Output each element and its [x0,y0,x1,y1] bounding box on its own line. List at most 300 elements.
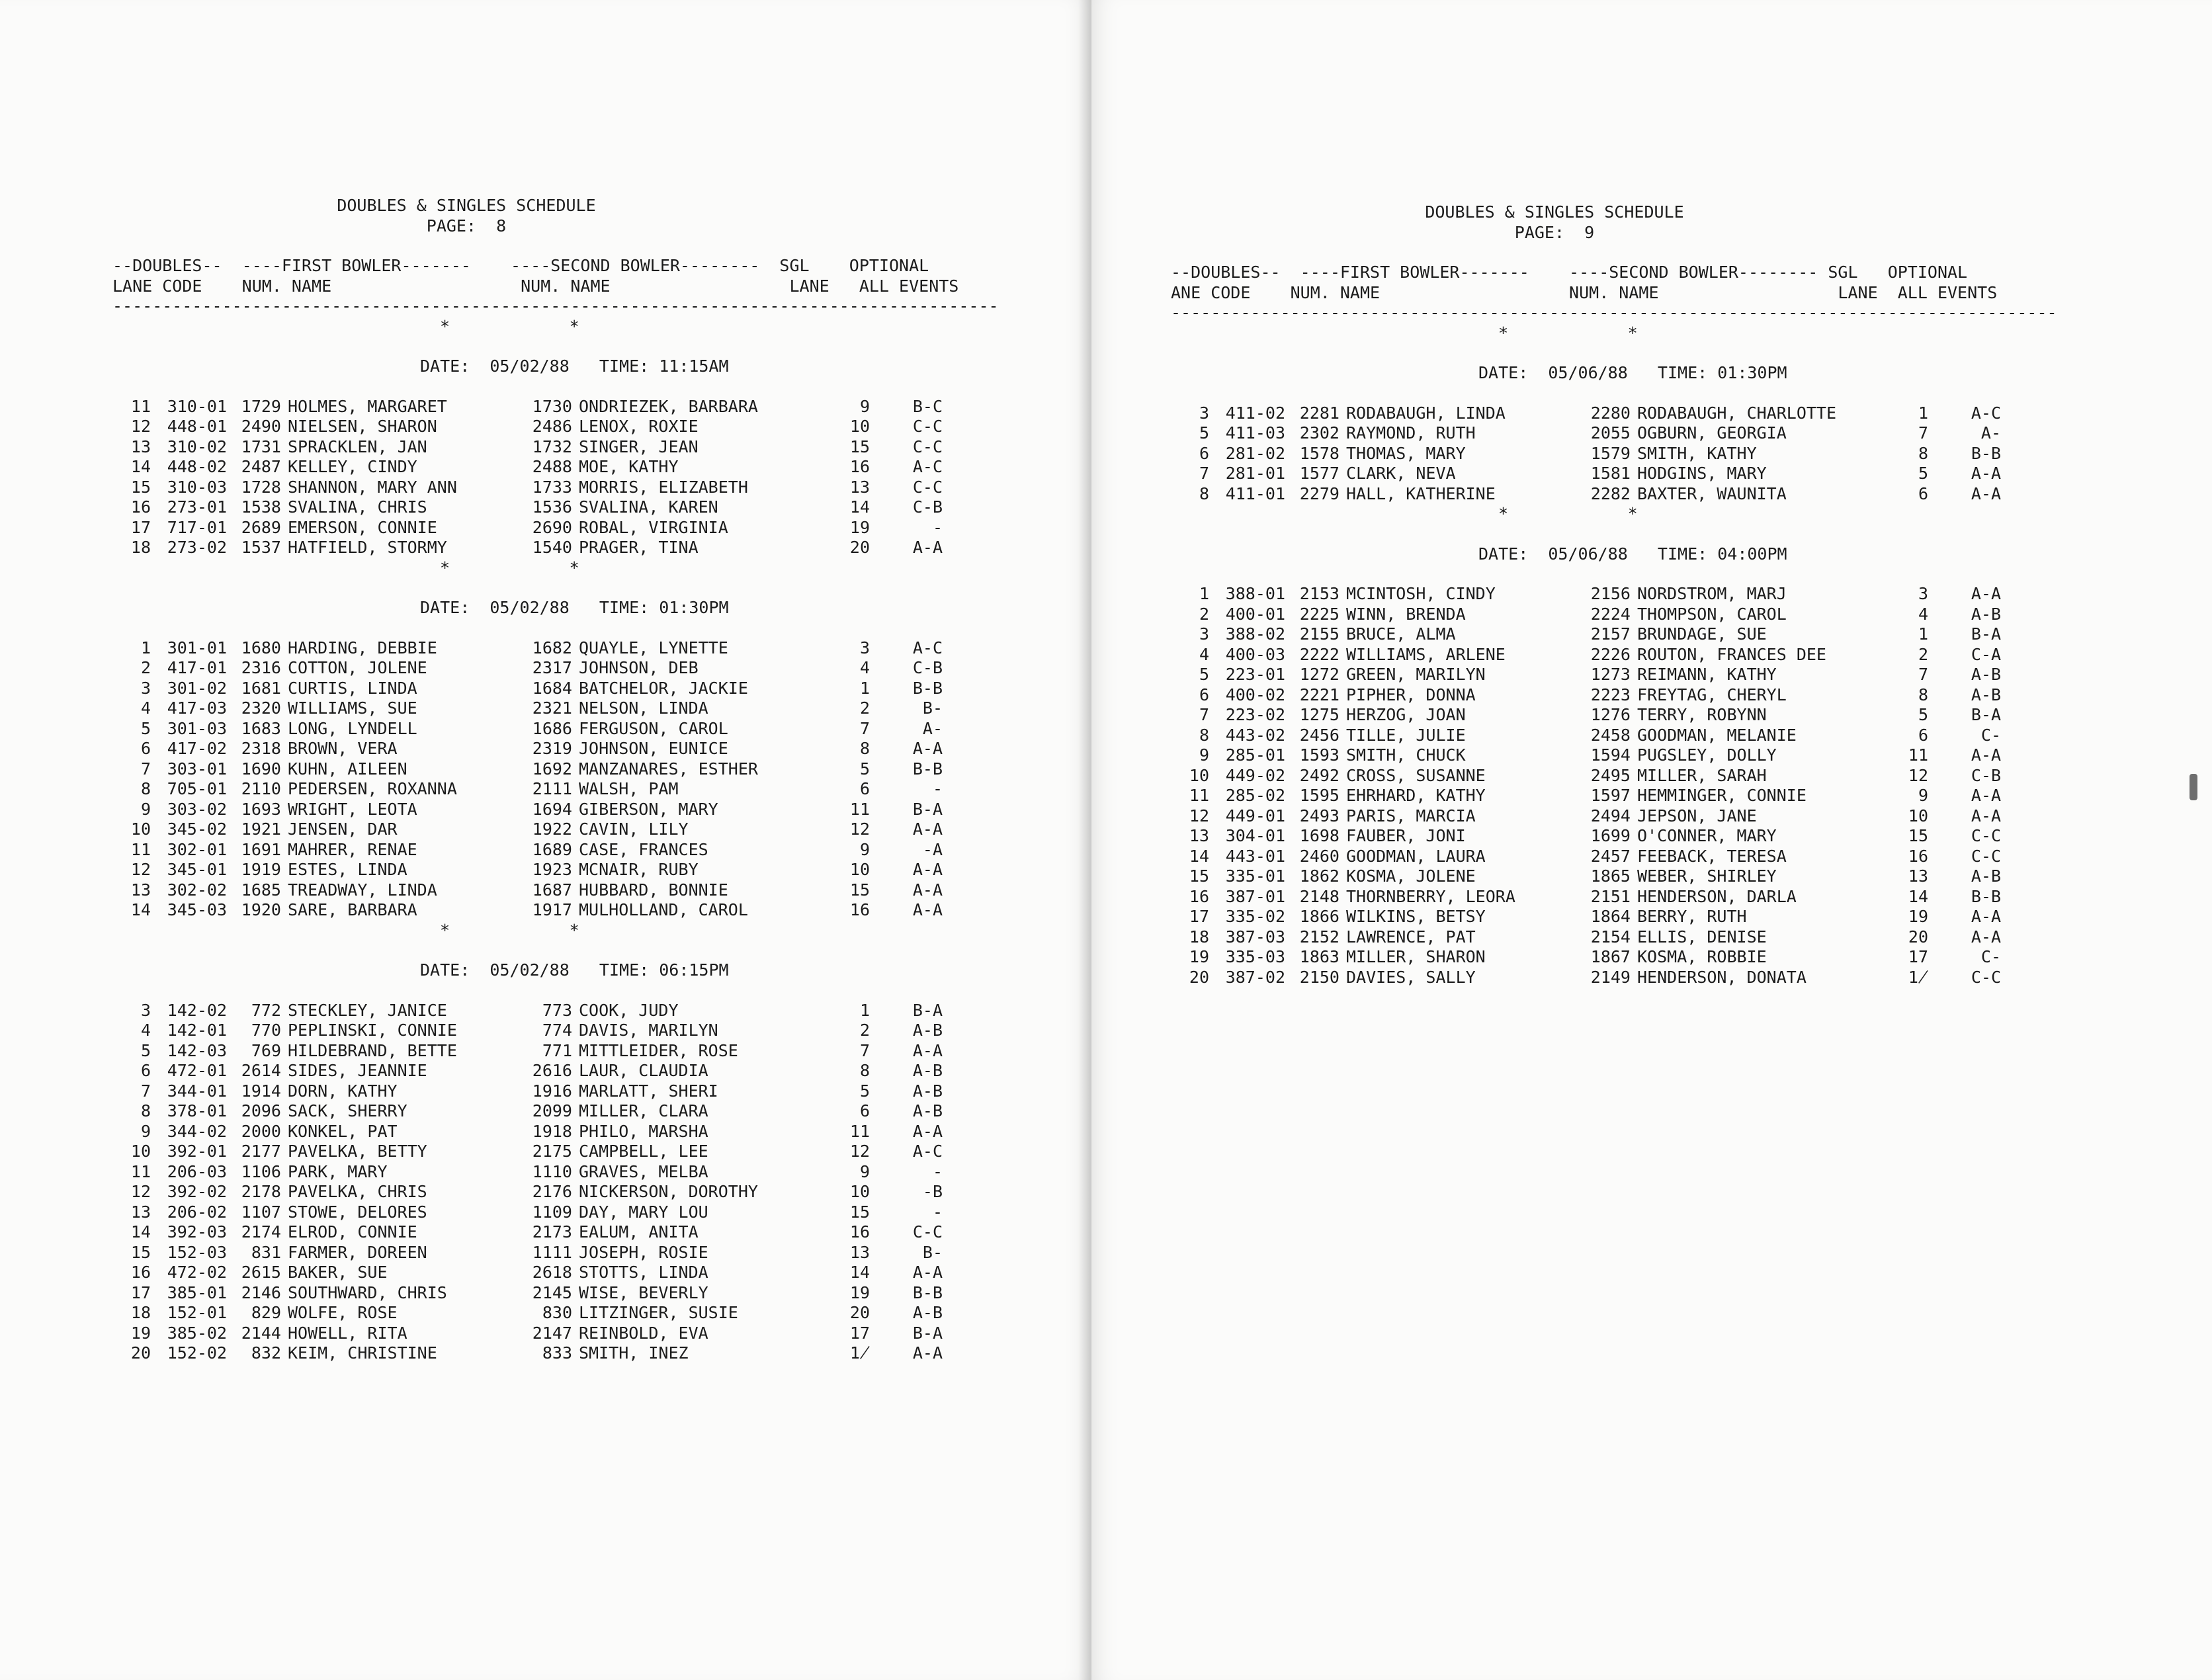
page-right [1091,0,2212,1680]
column-header-line-2: LANE CODE NUM. NAME NUM. NAME LANE ALL EVENTS [112,276,959,296]
cell-second-bowler-num: 2145 [532,1282,572,1302]
cell-team-code: 385-01 [167,1282,227,1302]
cell-all-events: A-A [912,739,943,758]
cell-second-bowler-num: 1867 [1590,947,1631,966]
cell-first-bowler-num: 1578 [1299,443,1340,463]
cell-singles-lane: 2 [1918,644,1928,664]
cell-second-bowler-name: BAXTER, WAUNITA [1637,483,1787,503]
cell-all-events: A-B [912,1081,943,1101]
cell-singles-lane: 19 [849,517,870,537]
cell-lane: 7 [1199,705,1209,724]
cell-lane: 12 [130,1182,151,1201]
cell-all-events: A-C [912,638,943,657]
cell-lane: 19 [130,1323,151,1343]
cell-singles-lane: 19 [849,1282,870,1302]
cell-first-bowler-num: 1538 [241,497,281,517]
cell-first-bowler-num: 2178 [241,1182,281,1201]
cell-first-bowler-name: BRUCE, ALMA [1346,624,1456,644]
cell-all-events: C-A [1971,644,2001,664]
cell-first-bowler-num: 1681 [241,678,281,698]
cell-first-bowler-name: SMITH, CHUCK [1346,745,1466,765]
cell-first-bowler-num: 2146 [241,1282,281,1302]
cell-team-code: 388-02 [1225,624,1285,644]
cell-lane: 11 [130,1161,151,1181]
cell-all-events: A-A [1971,464,2001,483]
cell-all-events: B-B [1971,886,2001,906]
spacer [112,618,1085,638]
cell-second-bowler-num: 2618 [532,1263,572,1282]
cell-all-events: B- [922,1242,943,1262]
cell-singles-lane: 5 [1918,705,1928,724]
cell-first-bowler-name: CURTIS, LINDA [288,678,417,698]
cell-second-bowler-num: 2495 [1590,765,1631,785]
page-title: DOUBLES & SINGLES SCHEDULE [1425,202,1684,222]
cell-second-bowler-num: 830 [542,1303,572,1322]
cell-all-events: C-B [912,497,943,517]
cell-first-bowler-num: 2174 [241,1222,281,1241]
table-row [1171,726,2176,746]
cell-first-bowler-name: SVALINA, CHRIS [288,497,427,517]
cell-first-bowler-name: PAVELKA, BETTY [288,1142,427,1161]
table-row [112,457,1085,478]
cell-all-events: B-C [912,396,943,416]
cell-second-bowler-name: MULHOLLAND, CAROL [579,900,748,919]
cell-singles-lane: 16 [849,900,870,919]
cell-team-code: 472-01 [167,1061,227,1080]
cell-first-bowler-num: 1593 [1299,745,1340,765]
cell-lane: 9 [140,799,151,819]
cell-lane: 18 [1189,927,1209,946]
cell-second-bowler-name: MARLATT, SHERI [579,1081,718,1101]
cell-all-events: B-B [912,759,943,778]
page-number: PAGE: 9 [1514,222,1595,242]
cell-singles-lane: 3 [1918,584,1928,603]
cell-singles-lane: 12 [1908,765,1928,785]
cell-second-bowler-num: 2151 [1590,886,1631,906]
cell-second-bowler-name: MILLER, CLARA [579,1101,708,1120]
cell-team-code: 335-03 [1225,947,1285,966]
cell-second-bowler-num: 2282 [1590,483,1631,503]
cell-singles-lane: 9 [859,839,870,859]
cell-second-bowler-name: FEEBACK, TERESA [1637,846,1787,866]
cell-lane: 16 [130,1263,151,1282]
table-row [1171,484,2176,505]
cell-first-bowler-name: GREEN, MARILYN [1346,665,1486,684]
table-row [112,1101,1085,1122]
cell-second-bowler-name: STOTTS, LINDA [579,1263,708,1282]
cell-first-bowler-name: HILDEBRAND, BETTE [288,1040,457,1060]
cell-second-bowler-num: 2488 [532,457,572,476]
cell-first-bowler-num: 2456 [1299,725,1340,745]
table-row [112,1162,1085,1183]
cell-first-bowler-name: CLARK, NEVA [1346,464,1456,483]
cell-first-bowler-name: HOLMES, MARGARET [288,396,447,416]
table-row [1171,847,2176,867]
cell-team-code: 304-01 [1225,826,1285,845]
cell-singles-lane: 8 [1918,685,1928,704]
cell-second-bowler-name: CAMPBELL, LEE [579,1142,708,1161]
cell-team-code: 285-01 [1225,745,1285,765]
cell-second-bowler-name: DAVIS, MARILYN [579,1021,718,1040]
cell-first-bowler-num: 1691 [241,839,281,859]
cell-first-bowler-name: SPRACKLEN, JAN [288,437,427,456]
cell-team-code: 303-02 [167,799,227,819]
cell-second-bowler-num: 2157 [1590,624,1631,644]
session-date-time: DATE: 05/02/88 TIME: 01:30PM [420,598,729,617]
cell-second-bowler-num: 2616 [532,1061,572,1080]
spacer [1171,384,2176,403]
cell-first-bowler-num: 2281 [1299,403,1340,423]
cell-singles-lane: 13 [849,477,870,497]
cell-second-bowler-num: 2099 [532,1101,572,1120]
cell-all-events: A- [1980,423,2001,442]
table-row [1171,907,2176,927]
cell-lane: 6 [1199,443,1209,463]
cell-first-bowler-name: HATFIELD, STORMY [288,538,447,557]
cell-singles-lane: 8 [859,1061,870,1080]
cell-team-code: 310-02 [167,437,227,456]
cell-singles-lane: 11 [1908,745,1928,765]
cell-lane: 4 [1199,644,1209,664]
cell-second-bowler-name: PHILO, MARSHA [579,1121,708,1141]
cell-second-bowler-num: 1699 [1590,826,1631,845]
table-row [112,1303,1085,1323]
cell-first-bowler-name: HERZOG, JOAN [1346,705,1466,724]
table-row [112,698,1085,719]
cell-team-code: 411-01 [1225,483,1285,503]
page-number: PAGE: 8 [426,216,507,235]
cell-team-code: 705-01 [167,779,227,798]
table-row [112,1001,1085,1021]
cell-first-bowler-num: 770 [251,1021,281,1040]
cell-second-bowler-name: FERGUSON, CAROL [579,718,728,738]
cell-all-events: B-A [1971,624,2001,644]
cell-first-bowler-name: PARIS, MARCIA [1346,806,1476,825]
cell-lane: 14 [130,1222,151,1241]
cell-second-bowler-name: GRAVES, MELBA [579,1161,708,1181]
cell-singles-lane: 8 [859,739,870,758]
cell-second-bowler-num: 2494 [1590,806,1631,825]
cell-first-bowler-num: 1862 [1299,866,1340,886]
cell-lane: 6 [140,1061,151,1080]
cell-first-bowler-num: 1685 [241,880,281,900]
cell-second-bowler-name: SMITH, INEZ [579,1343,689,1363]
cell-second-bowler-name: JOHNSON, EUNICE [579,739,728,758]
cell-second-bowler-num: 1109 [532,1202,572,1222]
cell-all-events: A-A [1971,483,2001,503]
cell-first-bowler-name: SARE, BARBARA [288,900,417,919]
cell-second-bowler-name: WEBER, SHIRLEY [1637,866,1777,886]
cell-singles-lane: 1̸ [1908,967,1928,987]
cell-first-bowler-name: PARK, MARY [288,1161,388,1181]
table-row [1171,685,2176,706]
cell-second-bowler-name: JEPSON, JANE [1637,806,1757,825]
cell-second-bowler-num: 2224 [1590,604,1631,624]
cell-first-bowler-num: 2000 [241,1121,281,1141]
cell-singles-lane: 17 [1908,947,1928,966]
cell-first-bowler-num: 2320 [241,698,281,718]
cell-first-bowler-num: 1107 [241,1202,281,1222]
cell-team-code: 400-02 [1225,685,1285,704]
table-row [112,518,1085,538]
cell-lane: 10 [130,1142,151,1161]
cell-first-bowler-name: MAHRER, RENAE [288,839,417,859]
cell-singles-lane: 14 [849,1263,870,1282]
cell-first-bowler-num: 2615 [241,1263,281,1282]
table-row [112,397,1085,417]
table-row [112,719,1085,739]
cell-singles-lane: 6 [859,779,870,798]
cell-singles-lane: 7 [1918,665,1928,684]
cell-singles-lane: 1 [859,1000,870,1020]
cell-singles-lane: 9 [859,396,870,416]
cell-singles-lane: 12 [849,1142,870,1161]
cell-second-bowler-name: ONDRIEZEK, BARBARA [579,396,758,416]
separator-stars: * * [1498,504,1638,523]
cell-team-code: 142-03 [167,1040,227,1060]
session-date-time: DATE: 05/06/88 TIME: 04:00PM [1478,544,1787,564]
cell-all-events: A-A [1971,907,2001,926]
cell-all-events: - [932,517,943,537]
cell-singles-lane: 1 [859,678,870,698]
cell-first-bowler-num: 1537 [241,538,281,557]
cell-lane: 14 [130,457,151,476]
cell-singles-lane: 13 [849,1242,870,1262]
cell-all-events: A-A [912,1040,943,1060]
cell-team-code: 449-01 [1225,806,1285,825]
cell-all-events: A-A [912,1343,943,1363]
cell-singles-lane: 2 [859,1021,870,1040]
cell-second-bowler-num: 773 [542,1000,572,1020]
cell-first-bowler-num: 2493 [1299,806,1340,825]
cell-team-code: 448-02 [167,457,227,476]
cell-first-bowler-name: PEDERSEN, ROXANNA [288,779,457,798]
cell-second-bowler-name: JOSEPH, ROSIE [579,1242,708,1262]
cell-second-bowler-name: HODGINS, MARY [1637,464,1767,483]
cell-singles-lane: 9 [1918,786,1928,805]
cell-first-bowler-name: SHANNON, MARY ANN [288,477,457,497]
table-row [1171,584,2176,605]
table-row [1171,866,2176,887]
table-row [1171,947,2176,968]
table-row [1171,605,2176,625]
table-row [112,1021,1085,1041]
table-row [1171,786,2176,806]
cell-first-bowler-name: KONKEL, PAT [288,1121,398,1141]
cell-second-bowler-num: 1684 [532,678,572,698]
cell-first-bowler-num: 1731 [241,437,281,456]
cell-first-bowler-name: EMERSON, CONNIE [288,517,437,537]
cell-all-events: - [932,1202,943,1222]
cell-first-bowler-num: 1920 [241,900,281,919]
spacer [112,377,1085,397]
cell-first-bowler-num: 2153 [1299,584,1340,603]
cell-all-events: A-B [912,1101,943,1120]
separator-stars: * * [440,920,579,940]
cell-all-events: A-B [912,1021,943,1040]
cell-lane: 5 [1199,665,1209,684]
table-row [1171,745,2176,766]
cell-first-bowler-num: 2150 [1299,967,1340,987]
cell-second-bowler-num: 2147 [532,1323,572,1343]
cell-singles-lane: 10 [849,417,870,436]
cell-second-bowler-num: 1864 [1590,907,1631,926]
cell-first-bowler-num: 1921 [241,819,281,839]
cell-singles-lane: 1 [1918,624,1928,644]
cell-lane: 5 [140,718,151,738]
cell-all-events: A-B [1971,604,2001,624]
table-row [112,1081,1085,1102]
cell-lane: 17 [130,1282,151,1302]
cell-first-bowler-name: KUHN, AILEEN [288,759,407,778]
cell-first-bowler-name: ELROD, CONNIE [288,1222,417,1241]
cell-first-bowler-num: 2096 [241,1101,281,1120]
page-edge-mark [2190,774,2197,800]
cell-first-bowler-name: THORNBERRY, LEORA [1346,886,1515,906]
table-row [112,880,1085,901]
cell-all-events: C-C [1971,826,2001,845]
cell-first-bowler-num: 2487 [241,457,281,476]
cell-team-code: 152-02 [167,1343,227,1363]
table-row [1171,665,2176,685]
table-row [112,900,1085,921]
cell-all-events: C-B [912,658,943,677]
cell-second-bowler-num: 2154 [1590,927,1631,946]
cell-lane: 16 [130,497,151,517]
cell-second-bowler-name: QUAYLE, LYNETTE [579,638,728,657]
cell-lane: 17 [1189,907,1209,926]
cell-lane: 3 [140,1000,151,1020]
cell-lane: 13 [130,1202,151,1222]
cell-first-bowler-name: EHRHARD, KATHY [1346,786,1486,805]
cell-lane: 5 [140,1040,151,1060]
cell-second-bowler-name: TERRY, ROBYNN [1637,705,1767,724]
column-header-line-1: --DOUBLES-- ----FIRST BOWLER------- ----SECOND BOWLER-------- SGL OPTIONAL [112,256,929,275]
cell-team-code: 281-02 [1225,443,1285,463]
cell-second-bowler-name: PRAGER, TINA [579,538,699,557]
table-row [1171,826,2176,847]
cell-singles-lane: 7 [1918,423,1928,442]
cell-singles-lane: 19 [1908,907,1928,926]
cell-singles-lane: 6 [1918,483,1928,503]
cell-team-code: 400-03 [1225,644,1285,664]
cell-singles-lane: 16 [849,1222,870,1241]
cell-all-events: A-B [1971,866,2001,886]
cell-second-bowler-name: SVALINA, KAREN [579,497,718,517]
table-row [112,860,1085,880]
cell-first-bowler-name: KEIM, CHRISTINE [288,1343,437,1363]
cell-singles-lane: 13 [1908,866,1928,886]
cell-first-bowler-name: SACK, SHERRY [288,1101,407,1120]
cell-first-bowler-num: 2689 [241,517,281,537]
cell-first-bowler-name: CROSS, SUSANNE [1346,765,1486,785]
separator-stars: * * [440,558,579,577]
cell-singles-lane: 10 [1908,806,1928,825]
cell-all-events: C-C [912,477,943,497]
cell-second-bowler-name: CASE, FRANCES [579,839,708,859]
cell-all-events: A-B [1971,685,2001,704]
cell-second-bowler-name: HUBBARD, BONNIE [579,880,728,900]
cell-all-events: A-A [1971,584,2001,603]
table-row [1171,403,2176,424]
table-row [112,478,1085,498]
cell-first-bowler-num: 2144 [241,1323,281,1343]
cell-singles-lane: 7 [859,1040,870,1060]
cell-team-code: 472-02 [167,1263,227,1282]
cell-second-bowler-num: 2223 [1590,685,1631,704]
session-date-time: DATE: 05/06/88 TIME: 01:30PM [1478,363,1787,382]
cell-second-bowler-num: 2690 [532,517,572,537]
cell-second-bowler-name: KOSMA, ROBBIE [1637,947,1767,966]
cell-singles-lane: 14 [1908,886,1928,906]
cell-all-events: A-A [912,1121,943,1141]
cell-singles-lane: 17 [849,1323,870,1343]
cell-all-events: A-A [1971,786,2001,805]
cell-second-bowler-name: SINGER, JEAN [579,437,699,456]
table-row [112,1323,1085,1344]
cell-second-bowler-num: 774 [542,1021,572,1040]
cell-all-events: A-A [912,1263,943,1282]
cell-team-code: 152-03 [167,1242,227,1262]
cell-singles-lane: 3 [859,638,870,657]
cell-all-events: C-C [912,1222,943,1241]
cell-first-bowler-num: 1863 [1299,947,1340,966]
cell-second-bowler-name: MCNAIR, RUBY [579,860,699,879]
cell-singles-lane: 6 [859,1101,870,1120]
cell-all-events: B-A [1971,705,2001,724]
cell-first-bowler-name: PAVELKA, CHRIS [288,1182,427,1201]
cell-second-bowler-num: 1730 [532,396,572,416]
cell-team-code: 411-03 [1225,423,1285,442]
cell-lane: 6 [140,739,151,758]
cell-team-code: 392-02 [167,1182,227,1201]
cell-second-bowler-num: 1689 [532,839,572,859]
cell-second-bowler-name: COOK, JUDY [579,1000,679,1020]
table-row [112,1343,1085,1364]
cell-team-code: 152-01 [167,1303,227,1322]
cell-second-bowler-num: 1918 [532,1121,572,1141]
table-row [112,638,1085,659]
cell-first-bowler-name: RODABAUGH, LINDA [1346,403,1506,423]
table-row [112,1061,1085,1081]
cell-team-code: 387-02 [1225,967,1285,987]
cell-second-bowler-name: BATCHELOR, JACKIE [579,678,748,698]
cell-all-events: - [932,779,943,798]
cell-second-bowler-name: HENDERSON, DONATA [1637,967,1807,987]
cell-all-events: A-C [912,457,943,476]
cell-all-events: A-A [912,860,943,879]
cell-team-code: 303-01 [167,759,227,778]
table-row [112,819,1085,840]
cell-first-bowler-num: 2222 [1299,644,1340,664]
cell-first-bowler-name: FAUBER, JONI [1346,826,1466,845]
cell-lane: 7 [140,1081,151,1101]
cell-all-events: A-C [912,1142,943,1161]
cell-first-bowler-num: 2490 [241,417,281,436]
cell-team-code: 400-01 [1225,604,1285,624]
table-row [112,1243,1085,1263]
cell-team-code: 387-03 [1225,927,1285,946]
cell-all-events: B-A [912,799,943,819]
cell-singles-lane: 15 [849,880,870,900]
table-row [112,417,1085,437]
cell-lane: 18 [130,1303,151,1322]
cell-all-events: A-A [1971,927,2001,946]
cell-second-bowler-name: BRUNDAGE, SUE [1637,624,1767,644]
cell-second-bowler-name: THOMPSON, CAROL [1637,604,1787,624]
cell-lane: 12 [1189,806,1209,825]
cell-team-code: 417-02 [167,739,227,758]
